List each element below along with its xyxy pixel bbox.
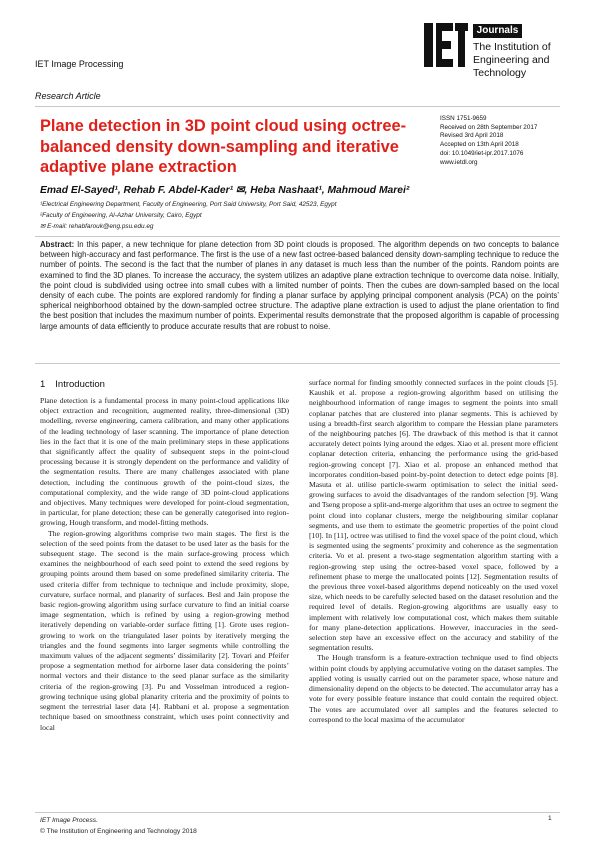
section-number: 1	[40, 379, 46, 390]
author-list: Emad El-Sayed¹, Rehab F. Abdel-Kader¹ ✉, Heba Nashaat¹, Mahmoud Marei²	[40, 185, 410, 196]
affiliation-2: ²Faculty of Engineering, Al-Azhar University, Cairo, Egypt	[40, 212, 202, 219]
footer	[40, 815, 197, 837]
section-heading	[40, 379, 115, 390]
organisation-line-2: Engineering and Technology	[473, 54, 550, 79]
footer-journal-ref: IET Image Process.	[40, 817, 98, 824]
iet-logo	[424, 23, 564, 103]
paragraph: Plane detection is a fundamental process in many point-cloud applications like object extraction and recognition, augmented reality, three-dimensional (3D) modelling, reverse engineering, camera calibration, and many other applications of the leading technology of laser scanning. The importance of plane detection lies in the fact that it is one of the main preliminary steps in these applications that significantly affect the quality of subsequent steps in the point-cloud processing because it is strongly dependent on the performance and validity of the segmentation results. There are many challenges associated with plane detection, including the continuous growth of the point-cloud sizes, the computational complexity, and the wide range of 3D point-cloud applications and objectives. Many techniques were developed for point-cloud segmentation, in particular, for plane detection; these can be generally categorised into region-growing, Hough transform, and model-fitting methods.	[40, 396, 289, 528]
affiliations	[40, 199, 570, 232]
paragraph: The region-growing algorithms comprise two main stages. The first is the selection of the seed points from the dataset to be used later as the basis for the subsequent stage. The second is the main surface-growing process which examines the neighbourhood of each seed point to extend the seed regions by grouping points around them based on some predefined similarity criteria. The used criteria differ from technique to technique and include proximity, slope, curvature, surface normal, and planarity of surfaces. Besl and Jain propose the basic region-growing algorithm using surface curvature to find an initial coarse image segmentation, which is refined by using a region-growing method iteratively depending on variable-order surface fitting [1]. Grote uses region-growing to work on the triangulated laser points by iteratively merging the triangles and the found segments into larger segments while controlling the maximum values of the adjacent segments’ dissimilarity [2]. Tovari and Pfeifer propose a segmentation method for airborne laser data considering the points’ normal vectors and their distance to the seed planar surface as the similarity criteria of the region-growing [3]. Pu and Vosselman introduced a region-growing technique using global planarity criteria and the proximity of points to segment the terrestrial laser data [4]. Rabbani et al. propose a segmentation technique based on smoothness constraint, which uses point connectivity and local	[40, 528, 289, 732]
iet-logo-mark-icon	[424, 23, 468, 67]
abstract-label: Abstract:	[40, 240, 75, 249]
page-number: 1	[548, 815, 552, 822]
revised-date: Revised 3rd April 2018	[440, 132, 504, 140]
website-link[interactable]: www.ietdl.org	[440, 158, 478, 166]
journals-badge: Journals	[473, 24, 522, 38]
received-date: Received on 28th September 2017	[440, 123, 538, 131]
body-divider	[35, 363, 560, 364]
issn: ISSN 1751-9659	[440, 115, 487, 122]
article-type: Research Article	[35, 91, 101, 101]
journal-name: IET Image Processing	[35, 59, 124, 69]
organisation-line-1: The Institution of	[473, 41, 551, 53]
affiliation-1: ¹Electrical Engineering Department, Faculty of Engineering, Port Said University, Port Said, 42523, Egypt	[40, 201, 337, 208]
publication-metadata	[440, 115, 570, 167]
corresponding-email[interactable]: ✉ E-mail: rehabfarouk@eng.psu.edu.eg	[40, 223, 154, 230]
abstract-divider	[35, 236, 560, 237]
header-divider	[35, 106, 560, 107]
abstract	[40, 240, 559, 332]
left-column	[40, 396, 289, 733]
right-column	[309, 378, 558, 725]
abstract-text: In this paper, a new technique for plane detection from 3D point clouds is proposed. The algorithm depends on two concepts to balance between high-accuracy and fast performance. The first is the use of a new fast octree-based balanced density down-sampling technique to reduce the number of points. The second is the fact that the number of planes in any dataset is much less than the number of the points. Random points are examined to find the 3D planes. To increase the accuracy, the system utilizes an adaptive plane extraction technique to overcome data noise. Initially, the point cloud is subdivided using octree into small cubes with a limited number of points. Then the cubes are down-sampled based on the local density of each cube. The points are explored randomly for finding a planar surface by applying principal component analysis (PCA) on the points’ spherical neighborhood obtained by the down-sampled octree structure. The adaptive plane extraction is used to adjust the plane orientation to find the best position that includes the maximum number of points. Experimental results demonstrate that the proposed algorithm is capable of processing large amounts of data efficiently to produce accurate results that are robust to noise.	[40, 240, 559, 331]
paragraph: surface normal for finding smoothly connected surfaces in the point clouds [5]. Kaushik et al. propose a region-growing algorithm based on utilising the neighbourhood information of range images to segment the points into small coplanar patches that are clustered into planar segments. This is achieved by using a breadth-first search algorithm to compare the Hessian plane parameters of the neighbouring patches [6]. The drawback of this method is that it cannot accurately detect points lying around the edges. Xiao et al. present more efficient coplanar detection criteria, enhancing the performance using the grid-based region-growing concept [7]. Xiao et al. propose an enhanced method that incorporates condition-based point-by-point detection to detect edge points [8]. Masuta et al. utilise particle-swarm optimisation to select the initial seed-growing surfaces to avoid the disadvantages of the random selection [9]. Wang and Tseng propose a split-and-merge algorithm that uses an octree to segment the point cloud into coplanar clusters, merge the neighbouring similar coplanar segments, and use them to estimate the geometric properties of the point cloud [10]. In [11], octree was utilised to find the voxel space of the point cloud, which is segmented using the segments’ proximity and coherence as the segmentation criteria. Vo et al. present a two-stage segmentation algorithm starting with a region-growing step using the octree-based voxel space, followed by a refinement phase to merge the unallocated points [12]. Segmentation results of the previous three voxel-based algorithms depend noticeably on the used voxel size, which needs to be carefully selected based on the dataset resolution and the required level of details. Region-growing algorithms are usually easy to implement with relatively low computational cost, which makes them suitable for many plane-detection applications. However, inaccuracies in the seed-selection step have an excessive effect on the accuracy and stability of the segmentation results.	[309, 378, 558, 653]
paper-title: Plane detection in 3D point cloud using octree-balanced density down-sampling and iterative adaptive plane extraction	[40, 117, 407, 176]
organisation-name	[473, 41, 593, 80]
footer-copyright: © The Institution of Engineering and Technology 2018	[40, 828, 197, 835]
paragraph: The Hough transform is a feature-extraction technique used to find objects within point clouds by applying accumulative voting on the dataset samples. The applied voting is usually carried out on the parameter space, whose nature and dimensionality depend on the objects to be detected. The accumulator array has a vote for every possible feature instance that could contain the required object. The votes are accumulated over all samples and the features selected to correspond to the local maxima of the accumulator	[309, 653, 558, 724]
doi-link[interactable]: doi: 10.1049/iet-ipr.2017.1076	[440, 149, 524, 157]
section-title: Introduction	[55, 379, 105, 390]
footer-divider	[35, 812, 560, 813]
accepted-date: Accepted on 13th April 2018	[440, 141, 519, 149]
